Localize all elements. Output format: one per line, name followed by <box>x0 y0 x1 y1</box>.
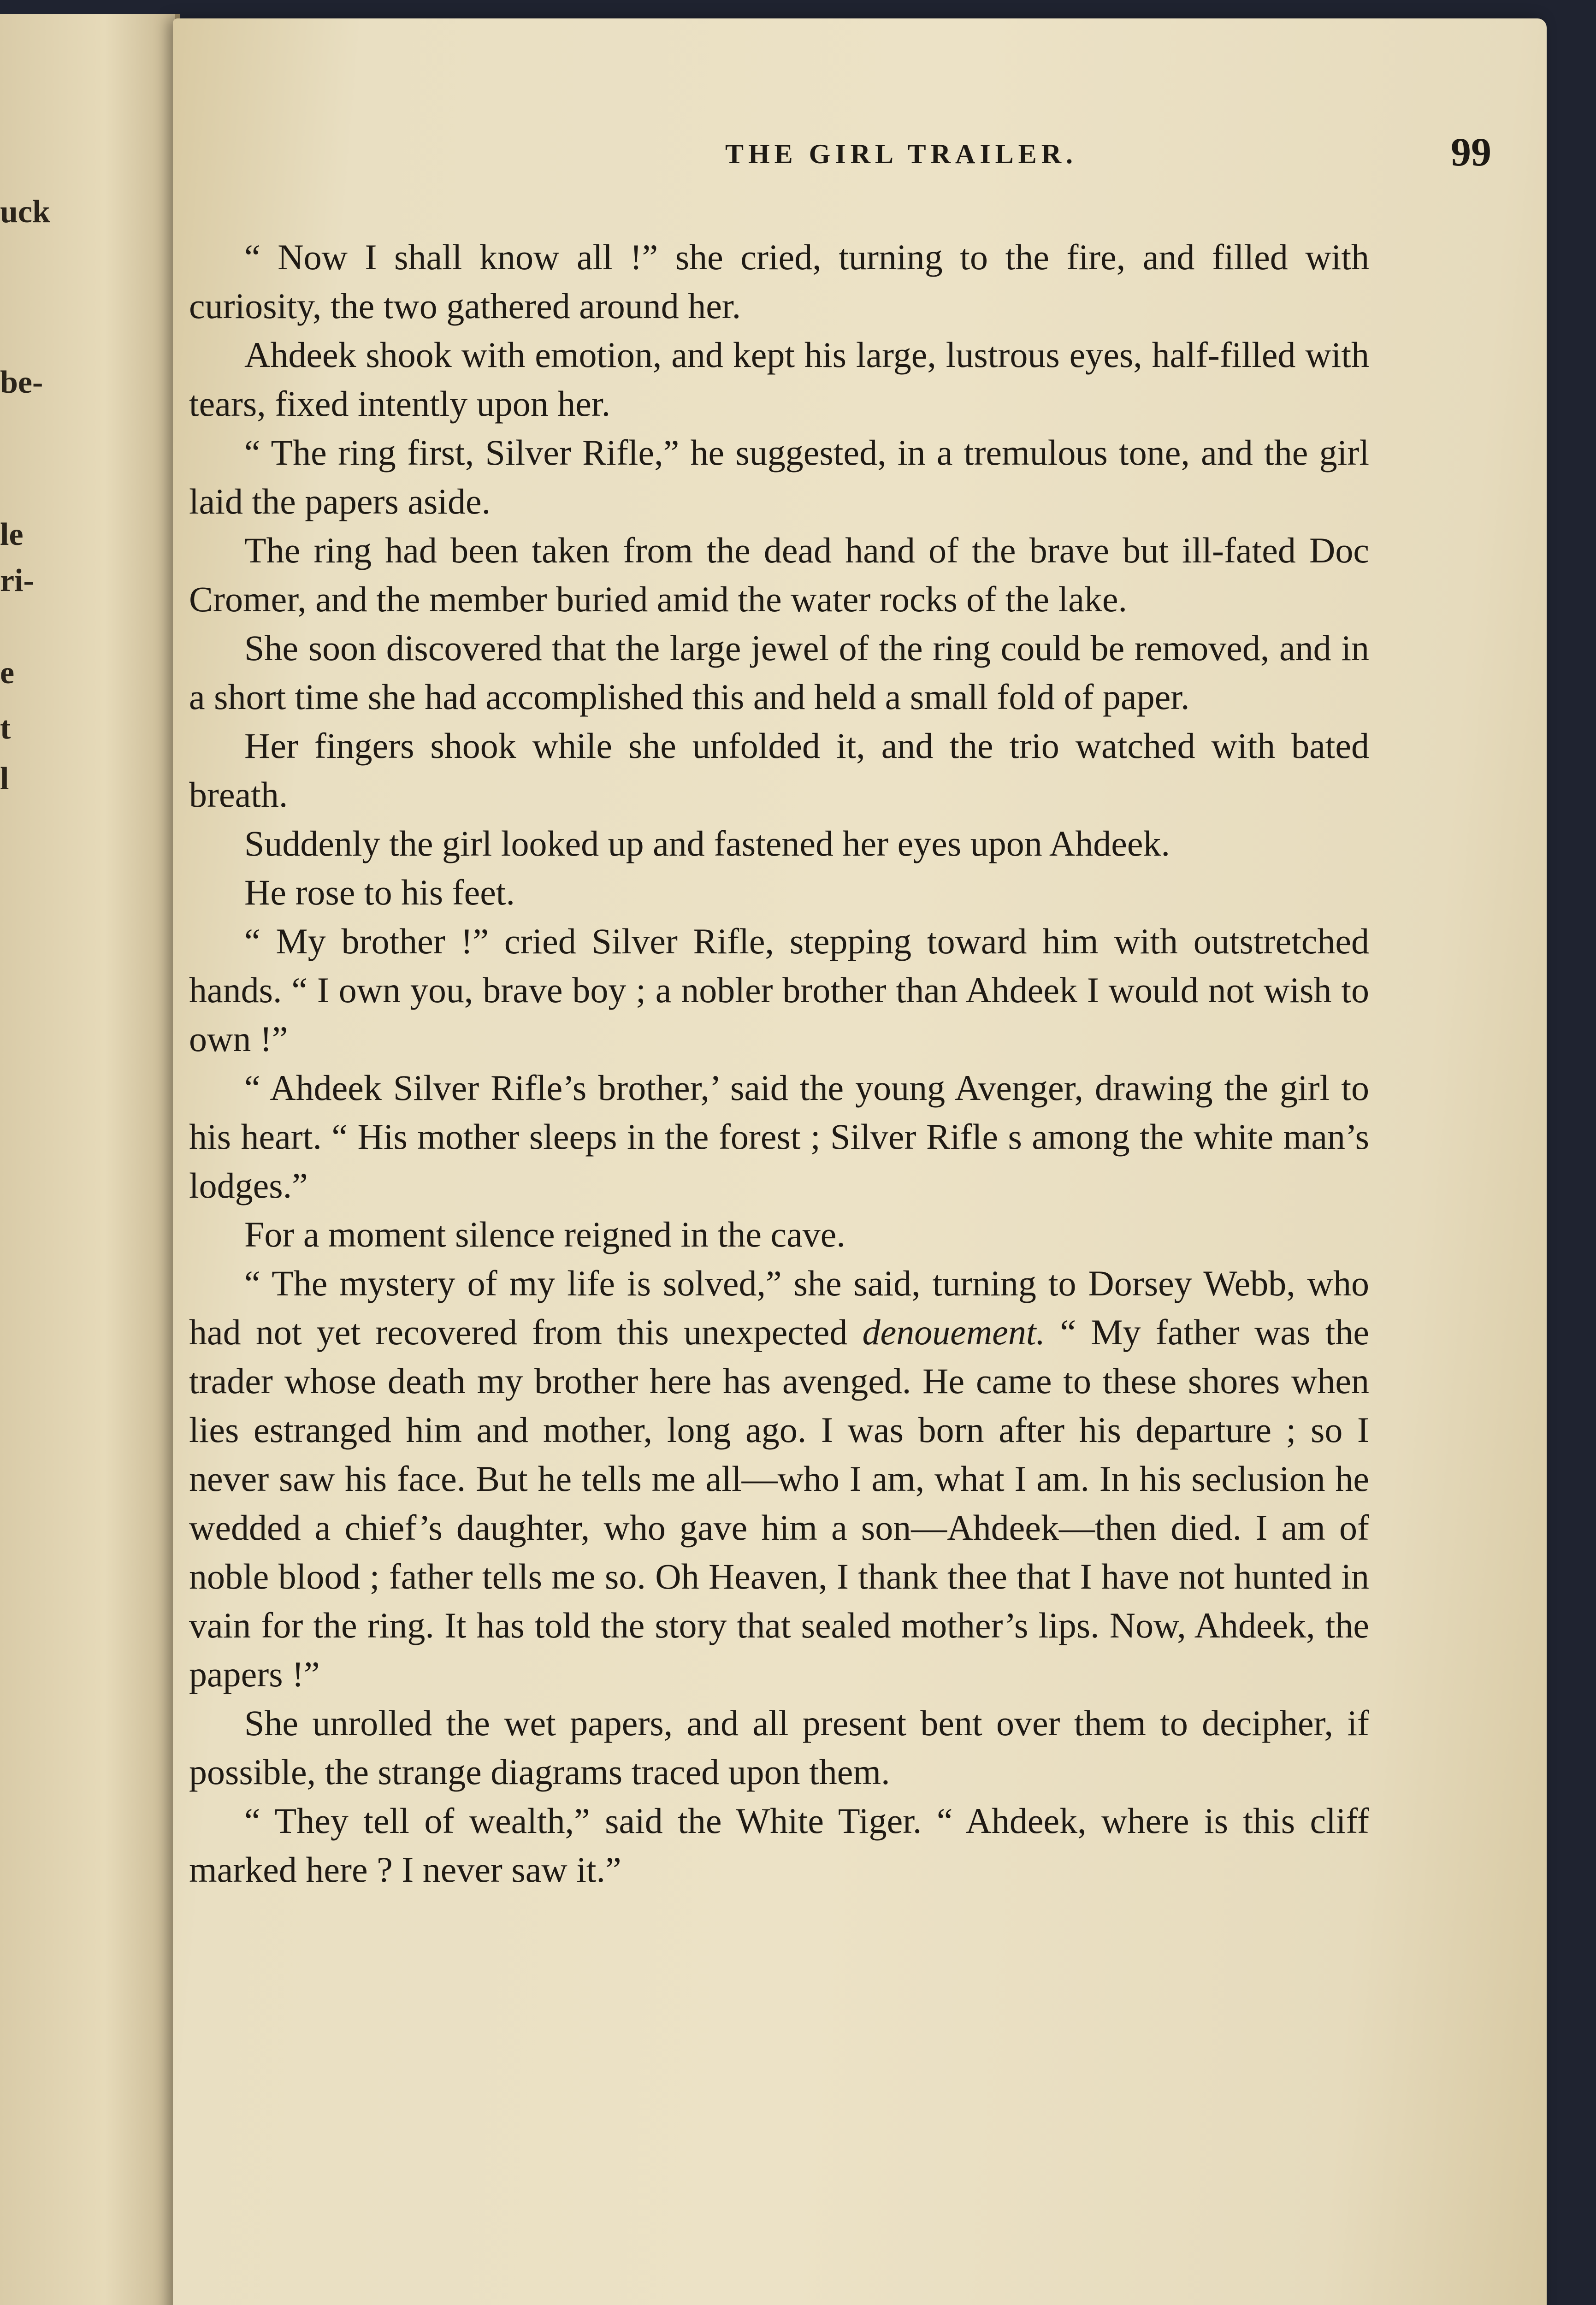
paragraph: She soon discovered that the large jewel of the ring could be removed, and in a short time she had accomplished this and held a small fold of paper. <box>189 628 1369 717</box>
facing-page-fragment: be- <box>0 365 43 400</box>
paragraph-text: “ The mystery of my life is solved,” she said, turning to Dorsey Webb, who had not yet recovered from this unexpected <box>189 1263 1369 1352</box>
paragraph-with-emphasis <box>189 1259 1369 1699</box>
facing-page-fragment: ri- <box>0 563 34 598</box>
paragraph: For a moment silence reigned in the cave. <box>244 1214 845 1254</box>
facing-page-fragment: le <box>0 517 24 552</box>
paragraph: She unrolled the wet papers, and all present bent over them to decipher, if possible, the strange diagrams traced upon them. <box>189 1703 1369 1792</box>
paragraph: Ahdeek shook with emotion, and kept his large, lustrous eyes, half-filled with tears, fixed intently upon her. <box>189 335 1369 424</box>
emphasized-word: denouement. <box>862 1312 1046 1352</box>
facing-page-fragment: uck <box>0 194 50 230</box>
paragraph: “ My brother !” cried Silver Rifle, stepping toward him with outstretched hands. “ I own you, brave boy ; a nobler brother than Ahdeek I would not wish to own !” <box>189 921 1369 1059</box>
paragraph: Her fingers shook while she unfolded it, and the trio watched with bated breath. <box>189 726 1369 815</box>
page-number: 99 <box>1451 130 1491 175</box>
facing-page <box>0 14 180 2305</box>
facing-page-fragment: e <box>0 655 15 691</box>
paragraph: “ Ahdeek Silver Rifle’s brother,’ said the young Avenger, drawing the girl to his heart. “ His mother sleeps in the forest ; Silver Rifle s among the white man’s lodges.” <box>189 1068 1369 1206</box>
body-text <box>189 233 1369 1894</box>
paragraph: “ Now I shall know all !” she cried, turning to the fire, and filled with curiosity, the two gathered around her. <box>189 237 1369 326</box>
paragraph-text: “ My father was the trader whose death my brother here has avenged. He came to these shores when lies estranged him and mother, long ago. I was born after his departure ; so I never saw his face. But he tells me all—who I am, what I am. In his seclusion he wedded a chief’s daughter, who gave him a son—Ahdeek—then died. I am of noble blood ; father tells me so. Oh Heaven, I thank thee that I have not hunted in vain for the ring. It has told the story that sealed mother’s lips. Now, Ahdeek, the papers !” <box>189 1312 1369 1694</box>
facing-page-fragment: t <box>0 710 11 746</box>
facing-page-fragment: l <box>0 761 9 797</box>
paragraph: The ring had been taken from the dead hand of the brave but ill-fated Doc Cromer, and the member buried amid the water rocks of the lake. <box>189 530 1369 619</box>
paragraph: “ The ring first, Silver Rifle,” he suggested, in a tremulous tone, and the girl laid the papers aside. <box>189 432 1369 521</box>
running-head <box>311 130 1491 198</box>
paragraph: He rose to his feet. <box>244 872 515 912</box>
paragraph: Suddenly the girl looked up and fastened her eyes upon Ahdeek. <box>244 823 1170 863</box>
running-title: THE GIRL TRAILER. <box>725 139 1078 169</box>
paragraph: “ They tell of wealth,” said the White Tiger. “ Ahdeek, where is this cliff marked here ? I never saw it.” <box>189 1801 1369 1890</box>
